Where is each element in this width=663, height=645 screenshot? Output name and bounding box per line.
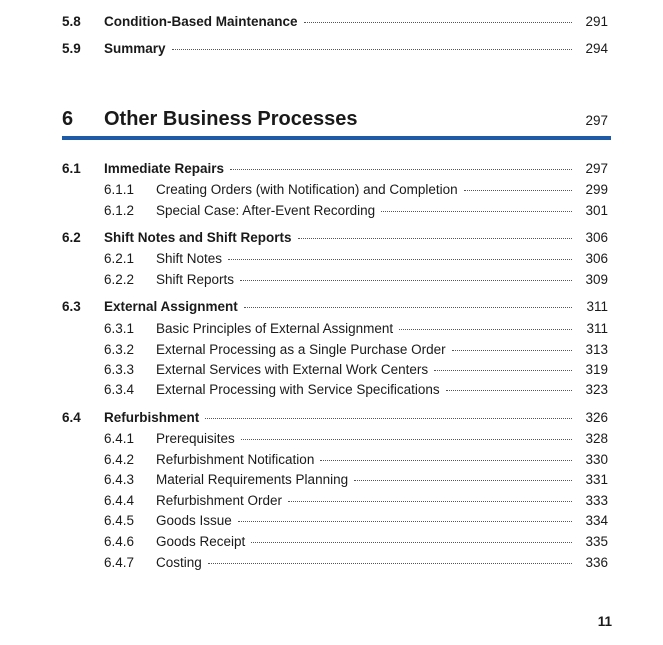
page-number: 313 (585, 342, 608, 357)
section-number: 6.2.2 (104, 272, 135, 287)
section-title: Prerequisites (156, 431, 235, 446)
section-number: 6.4.7 (104, 555, 135, 570)
section-number: 6.2.1 (104, 251, 135, 266)
section-title: External Assignment (104, 299, 238, 314)
page-number: 311 (586, 321, 608, 336)
toc-entry-6-4-4[interactable] (104, 492, 608, 510)
dot-leader (172, 48, 572, 50)
dot-leader (298, 237, 572, 239)
section-title: Costing (156, 555, 202, 570)
toc-entry-5-8[interactable] (62, 13, 608, 31)
section-title: Shift Notes (156, 251, 223, 266)
page-number: 294 (585, 41, 608, 56)
dot-leader (434, 369, 572, 371)
section-number: 6.1 (62, 161, 81, 176)
chapter-page-number: 297 (585, 113, 608, 128)
page-number: 299 (585, 182, 608, 197)
toc-entry-6-2-2[interactable] (104, 271, 608, 289)
chapter-rule (62, 136, 611, 140)
dot-leader (381, 210, 572, 212)
section-title: Condition-Based Maintenance (104, 14, 298, 29)
section-number: 6.3.2 (104, 342, 135, 357)
toc-entry-5-9[interactable] (62, 40, 608, 58)
toc-entry-6-4-6[interactable] (104, 533, 608, 551)
chapter-title: Other Business Processes (104, 108, 358, 130)
section-title: Goods Receipt (156, 534, 246, 549)
dot-leader (208, 562, 572, 564)
page-number: 331 (585, 472, 608, 487)
dot-leader (244, 306, 572, 308)
section-title: Special Case: After-Event Recording (156, 203, 376, 218)
page-number: 333 (585, 493, 608, 508)
section-number: 6.2 (62, 230, 81, 245)
page-number: 334 (585, 513, 608, 528)
toc-entry-6-2-1[interactable] (104, 250, 608, 268)
section-title: External Services with External Work Centers (156, 362, 429, 377)
dot-leader (452, 349, 572, 351)
page-number: 330 (585, 452, 608, 467)
section-number: 6.4.6 (104, 534, 135, 549)
section-title: Goods Issue (156, 513, 232, 528)
section-number: 6.4.3 (104, 472, 135, 487)
toc-entry-6-3-1[interactable] (104, 320, 608, 338)
dot-leader (230, 168, 572, 170)
dot-leader (238, 520, 572, 522)
toc-entry-6-3-3[interactable] (104, 361, 608, 379)
page-number: 297 (585, 161, 608, 176)
dot-leader (240, 279, 572, 281)
section-title: Shift Reports (156, 272, 235, 287)
dot-leader (446, 389, 572, 391)
section-title: Refurbishment (104, 410, 200, 425)
toc-entry-6-4[interactable] (62, 409, 608, 427)
section-number: 6.3.3 (104, 362, 135, 377)
dot-leader (205, 417, 572, 419)
section-number: 6.1.1 (104, 182, 135, 197)
section-title: Material Requirements Planning (156, 472, 349, 487)
page-number: 336 (585, 555, 608, 570)
section-number: 5.8 (62, 14, 81, 29)
section-number: 6.3 (62, 299, 81, 314)
toc-entry-6-4-3[interactable] (104, 471, 608, 489)
section-number: 6.4.1 (104, 431, 135, 446)
page-number: 306 (585, 251, 608, 266)
section-title: Creating Orders (with Notification) and Completion (156, 182, 458, 197)
dot-leader (399, 328, 572, 330)
page-number: 328 (585, 431, 608, 446)
toc-entry-6-3-2[interactable] (104, 341, 608, 359)
dot-leader (354, 479, 572, 481)
page-number: 311 (586, 299, 608, 314)
page-number: 335 (585, 534, 608, 549)
toc-entry-6-1-2[interactable] (104, 202, 608, 220)
section-title: Refurbishment Notification (156, 452, 315, 467)
toc-entry-6-1-1[interactable] (104, 181, 608, 199)
dot-leader (304, 21, 572, 23)
section-number: 6.3.1 (104, 321, 135, 336)
section-number: 6.4.4 (104, 493, 135, 508)
page-number: 309 (585, 272, 608, 287)
toc-entry-6-3[interactable] (62, 298, 608, 316)
toc-entry-6-2[interactable] (62, 229, 608, 247)
section-title: Summary (104, 41, 166, 56)
dot-leader (464, 189, 572, 191)
section-title: External Processing with Service Specifications (156, 382, 440, 397)
section-number: 6.4.2 (104, 452, 135, 467)
section-title: External Processing as a Single Purchase Order (156, 342, 446, 357)
section-title: Immediate Repairs (104, 161, 225, 176)
section-number: 6.4.5 (104, 513, 135, 528)
section-number: 6.4 (62, 410, 81, 425)
dot-leader (251, 541, 572, 543)
toc-entry-6-4-7[interactable] (104, 554, 608, 572)
toc-entry-6-1[interactable] (62, 160, 608, 178)
section-title: Basic Principles of External Assignment (156, 321, 394, 336)
dot-leader (241, 438, 572, 440)
section-title: Refurbishment Order (156, 493, 283, 508)
section-number: 6.3.4 (104, 382, 135, 397)
page-number: 301 (585, 203, 608, 218)
section-number: 6.1.2 (104, 203, 135, 218)
page-number: 319 (585, 362, 608, 377)
dot-leader (320, 459, 572, 461)
page-number: 323 (585, 382, 608, 397)
section-title: Shift Notes and Shift Reports (104, 230, 292, 245)
page-number: 326 (585, 410, 608, 425)
toc-entry-6-4-2[interactable] (104, 451, 608, 469)
section-number: 5.9 (62, 41, 81, 56)
dot-leader (228, 258, 572, 260)
page-number: 291 (585, 14, 608, 29)
page-number: 306 (585, 230, 608, 245)
toc-entry-6-4-1[interactable] (104, 430, 608, 448)
toc-entry-6-3-4[interactable] (104, 381, 608, 399)
page-footer-number: 11 (597, 614, 612, 629)
chapter-heading[interactable] (62, 108, 608, 134)
chapter-number: 6 (62, 108, 74, 130)
toc-entry-6-4-5[interactable] (104, 512, 608, 530)
dot-leader (288, 500, 572, 502)
